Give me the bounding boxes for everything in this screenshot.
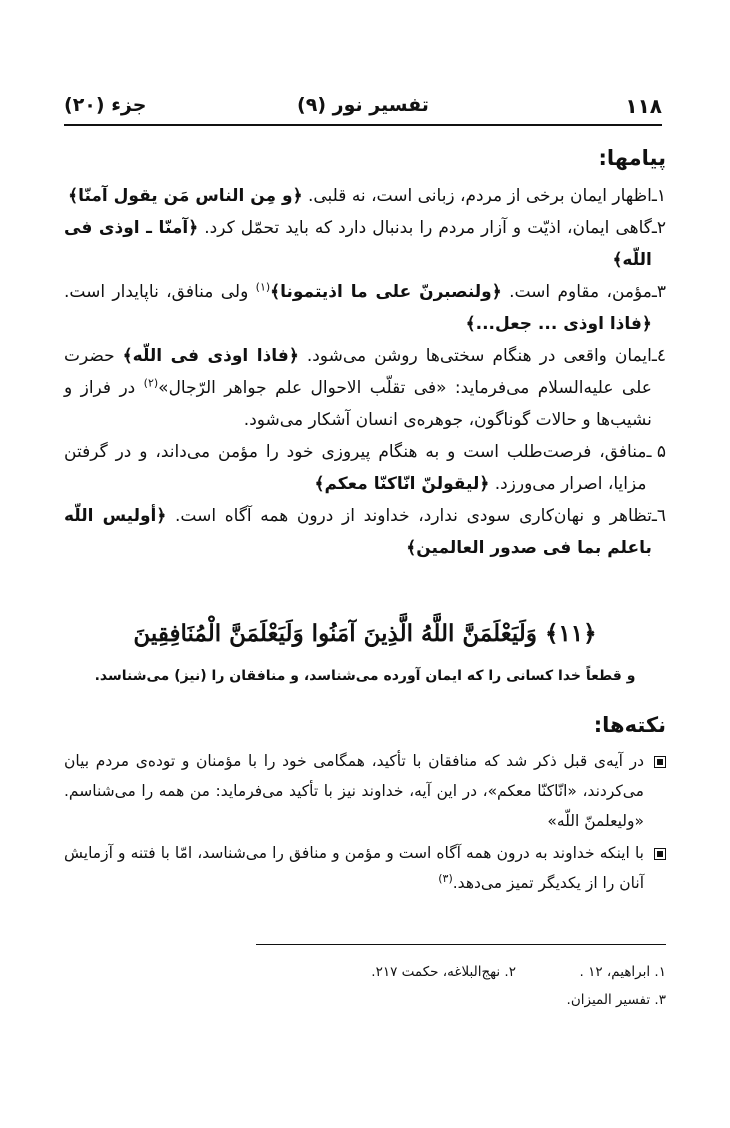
footnote-ref: (۲) (143, 376, 159, 390)
message-item (64, 340, 666, 436)
message-item (64, 180, 666, 212)
verse-number: ﴿۱۱﴾ (544, 620, 597, 647)
messages-title: پیامها: (598, 146, 666, 170)
footnote-3: ۳. تفسیر المیزان. (566, 992, 666, 1008)
quran-verse (64, 620, 666, 647)
quran-quote: ﴿ولنصبرنّ علی ما اذیتمونا﴾ (270, 282, 502, 302)
footnote-divider (256, 944, 666, 945)
quran-quote: ﴿و مِن الناس مَن یقول آمنّا﴾ (68, 186, 303, 206)
item-text: منافق، فرصت‌طلب است و به هنگام پیروزی خود را مؤمن می‌داند، و در گرفتن مزایا، اصرار می‌ورزد. ﴿لیقولنّ انّاکنّا معکم﴾ (64, 442, 647, 494)
quran-quote: ﴿لیقولنّ انّاکنّا معکم﴾ (314, 474, 490, 494)
book-title: تفسیر نور (۹) (297, 94, 429, 116)
message-item (64, 212, 666, 276)
footnote-2: ۲. نهج‌البلاغه، حکمت ۲۱۷. (371, 964, 516, 980)
note-item (64, 746, 666, 836)
note-text: در آیه‌ی قبل ذکر شد که منافقان با تأکید، همگامی خود را با مؤمنان و توده‌ی مردم بیان می‌کردند، «انّاکنّا معکم»، در این آیه، خداوند نیز با تأکید می‌فرماید: من همه را می‌شناسم. «ولیعلمنّ اللّه» (64, 752, 644, 830)
note-item (64, 838, 666, 898)
quran-quote: ﴿أولیس اللّه باعلم بما فی صدور العالمین﴾ (64, 506, 652, 558)
quran-quote: ﴿آمنّا ـ اوذی فی اللّه﴾ (64, 218, 652, 270)
item-number: ۵ ـ (646, 442, 666, 462)
item-text: اظهار ایمان برخی از مردم، زبانی است، نه قلبی. ﴿و مِن الناس مَن یقول آمنّا﴾ (68, 186, 652, 206)
item-number: ۱ـ (651, 186, 666, 206)
footnote-1: ۱. ابراهیم، ۱۲ . (579, 964, 666, 980)
page-header (64, 90, 662, 126)
item-text: تظاهر و نهان‌کاری سودی ندارد، خداوند از درون همه آگاه است. ﴿أولیس اللّه باعلم بما فی صدور العالمین﴾ (64, 506, 652, 558)
note-text: با اینکه خداوند به درون همه آگاه است و مؤمن و منافق را می‌شناسد، امّا با فتنه و آزمایش آنان را از یکدیگر تمیز می‌دهد.$^{(۳)}$ (64, 844, 644, 892)
item-text: مؤمن، مقاوم است. ﴿ولنصبرنّ علی ما اذیتمونا﴾$^{(۱)}$ ولی منافق، ناپایدار است. ﴿فاذا اوذی ... جعل...﴾ (64, 280, 652, 334)
item-number: ٤ـ (651, 346, 666, 366)
quran-quote: ﴿فاذا اوذی ... جعل...﴾ (465, 314, 652, 334)
message-item (64, 500, 666, 564)
quran-quote: ﴿فاذا اوذی فی اللّه﴾ (122, 346, 299, 366)
messages-section (64, 142, 666, 564)
item-number: ٦ـ (651, 506, 666, 526)
page-number: ۱۱۸ (625, 94, 662, 118)
item-text: ایمان واقعی در هنگام سختی‌ها روشن می‌شود. ﴿فاذا اوذی فی اللّه﴾ حضرت علی علیه‌السلام می‌فرماید: «فی تقلّب الاحوال علم جواهر الرّجال»$^{(۲)}$ در فراز و نشیب‌ها و حالات گوناگون، جوهره‌ی انسان آشکار می‌شود. (64, 346, 652, 430)
message-item (64, 276, 666, 340)
notes-title: نکته‌ها: (593, 713, 666, 737)
part-label: جزء (۲۰) (64, 94, 147, 116)
item-number: ۳ـ (651, 282, 666, 302)
footnote-ref: (۳) (438, 871, 453, 885)
verse-text: وَلَيَعْلَمَنَّ اللَّهُ الَّذِينَ آمَنُوا وَلَيَعْلَمَنَّ الْمُنَافِقِينَ (133, 620, 537, 647)
message-item (64, 436, 666, 500)
square-bullet-icon (654, 756, 666, 768)
item-number: ۲ـ (651, 218, 666, 238)
item-text: گاهی ایمان، اذیّت و آزار مردم را بدنبال دارد که باید تحمّل کرد. ﴿آمنّا ـ اوذی فی اللّه﴾ (64, 218, 652, 270)
square-bullet-icon (654, 848, 666, 860)
notes-section (64, 710, 666, 900)
footnotes (64, 958, 666, 1014)
verse-translation: و قطعاً خدا کسانی را که ایمان آورده می‌شناسد، و منافقان را (نیز) می‌شناسد. (94, 668, 636, 684)
footnote-ref: (۱) (255, 280, 271, 294)
